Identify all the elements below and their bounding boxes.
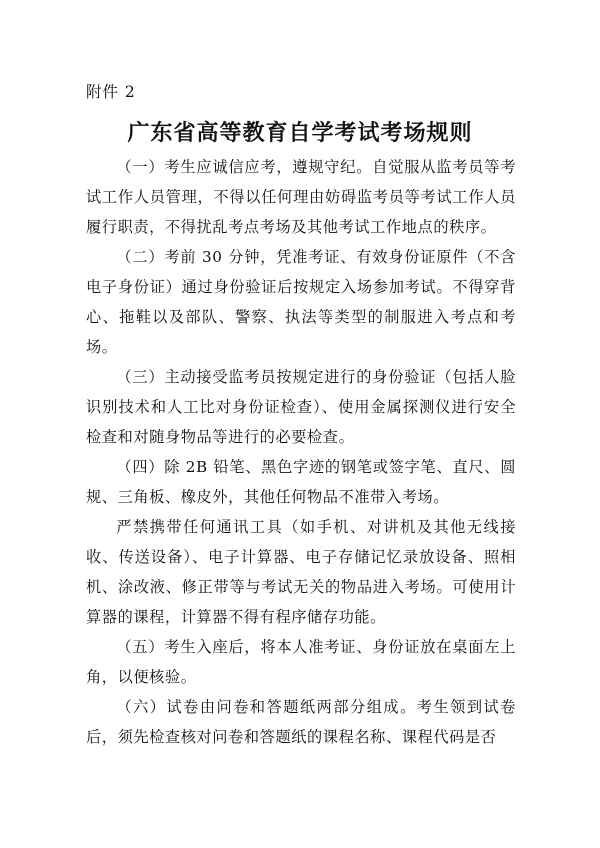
rule-paragraph-4: （四）除 2B 铅笔、黑色字迹的钢笔或签字笔、直尺、圆规、三角板、橡皮外，其他任何物品不准带入考场。 bbox=[86, 458, 516, 506]
document-title: 广东省高等教育自学考试考场规则 bbox=[127, 120, 473, 146]
document-body bbox=[86, 152, 516, 752]
rule-paragraph-3: （三）主动接受监考员按规定进行的身份验证（包括人脸识别技术和人工比对身份证检查）、使用金属探测仪进行安全检查和对随身物品等进行的必要检查。 bbox=[86, 368, 516, 446]
rule-paragraph-1: （一）考生应诚信应考，遵规守纪。自觉服从监考员等考试工作人员管理，不得以任何理由妨碍监考员等考试工作人员履行职责，不得扰乱考点考场及其他考试工作地点的秩序。 bbox=[86, 158, 516, 236]
rule-paragraph-6: （六）试卷由问卷和答题纸两部分组成。考生领到试卷后，须先检查核对问卷和答题纸的课程名称、课程代码是否 bbox=[86, 698, 516, 746]
rule-paragraph-4-continued: 严禁携带任何通讯工具（如手机、对讲机及其他无线接收、传送设备）、电子计算器、电子存储记忆录放设备、照相机、涂改液、修正带等与考试无关的物品进入考场。可使用计算器的课程，计算器不得有程序储存功能。 bbox=[86, 518, 516, 626]
rule-paragraph-5: （五）考生入座后，将本人准考证、身份证放在桌面左上角，以便核验。 bbox=[86, 638, 516, 686]
rule-paragraph-2: （二）考前 30 分钟，凭准考证、有效身份证原件（不含电子身份证）通过身份验证后按规定入场参加考试。不得穿背心、拖鞋以及部队、警察、执法等类型的制服进入考点和考场。 bbox=[86, 248, 516, 356]
attachment-label: 附件 2 bbox=[86, 83, 136, 101]
